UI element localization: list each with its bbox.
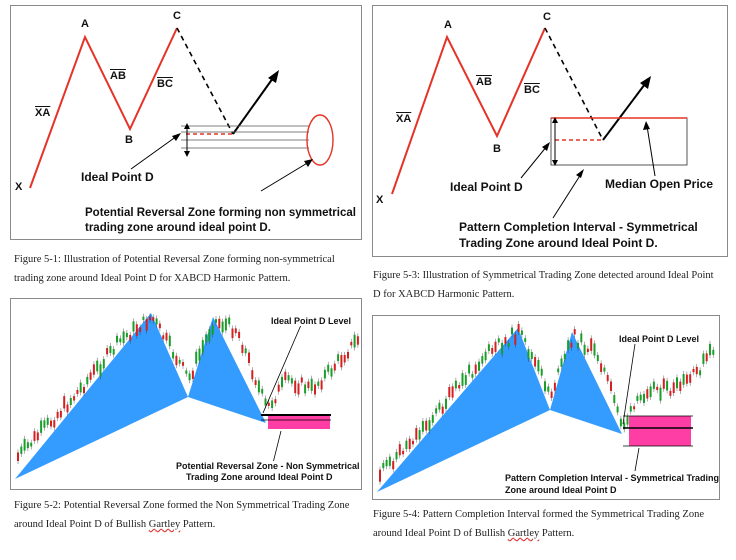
candle: [192, 371, 194, 379]
candle: [580, 333, 582, 342]
candle: [60, 411, 62, 418]
candle: [202, 340, 204, 353]
candle: [399, 444, 401, 455]
candle: [20, 447, 22, 454]
candle: [324, 370, 326, 379]
candle: [30, 443, 32, 447]
candle: [435, 408, 437, 413]
candle: [357, 336, 359, 344]
cd-projection-dashed: [545, 28, 603, 140]
candle: [215, 319, 217, 323]
candle: [251, 370, 253, 379]
candle: [508, 343, 510, 347]
candle: [617, 406, 619, 412]
label-ab: $\overline{AB}$: [476, 76, 492, 88]
figure-5-3-diagram: [373, 6, 727, 256]
candle: [495, 342, 497, 352]
candle: [511, 328, 513, 335]
candle: [222, 322, 224, 333]
candle: [337, 354, 339, 361]
candle: [468, 365, 470, 374]
harmonic-triangle-xab: [15, 313, 188, 479]
candle: [696, 367, 698, 374]
candle: [281, 377, 283, 387]
harmonic-triangle-bcd: [188, 317, 266, 423]
figure-5-2-caption: [14, 496, 364, 534]
candle: [156, 318, 158, 324]
candle: [693, 369, 695, 372]
candle: [419, 430, 421, 439]
candle: [40, 421, 42, 433]
candle: [225, 319, 227, 331]
candle: [301, 377, 303, 382]
figure-5-1-diagram: [11, 6, 361, 239]
candle: [415, 428, 417, 440]
ideal-point-d-label: Ideal Point D: [81, 170, 154, 184]
annotation-line-2: Trading Zone around Ideal Point D.: [459, 236, 658, 250]
annotation-line-1: Pattern Completion Interval - Symmetrical Trading: [505, 473, 720, 483]
candle: [422, 421, 424, 432]
candle: [268, 403, 270, 406]
symmetrical-zone-box: [551, 118, 687, 165]
candle: [261, 389, 263, 394]
annotation-line-2: Trading Zone around Ideal Point D: [186, 472, 333, 482]
caption-line-2: trading zone around Ideal Point D for XABCD Harmonic Pattern.: [14, 273, 291, 284]
label-bc: $\overline{BC}$: [157, 78, 173, 90]
candle: [570, 343, 572, 348]
candle: [106, 348, 108, 354]
label-c: C: [543, 11, 551, 23]
label-b: B: [125, 134, 133, 146]
label-xa: $\overline{XA}$: [35, 107, 51, 119]
candle: [600, 363, 602, 372]
candle: [669, 391, 671, 396]
candle: [331, 368, 333, 376]
annotation-line-1: Pattern Completion Interval - Symmetrical: [459, 220, 698, 234]
candle: [683, 374, 685, 385]
candle: [478, 362, 480, 371]
caption-line-1: Figure 5-3: Illustration of Symmetrical Trading Zone detected around Ideal Point: [373, 270, 714, 281]
candle: [344, 355, 346, 362]
candle: [37, 432, 39, 440]
candle: [248, 353, 250, 363]
candle: [116, 336, 118, 343]
candle: [389, 457, 391, 466]
candle: [139, 327, 141, 332]
median-pointer: [647, 126, 655, 176]
candle: [504, 337, 506, 344]
zone-pointer: [261, 162, 309, 191]
candle: [53, 420, 55, 427]
candle: [689, 374, 691, 383]
candle: [103, 359, 105, 368]
candle: [462, 373, 464, 386]
caption-line-1: Figure 5-2: Potential Reversal Zone formed the Non Symmetrical Trading Zone: [14, 500, 350, 511]
candle: [547, 387, 549, 392]
candle: [676, 377, 678, 388]
candle: [382, 463, 384, 468]
candle: [162, 335, 164, 339]
candle: [109, 346, 111, 353]
candle: [73, 396, 75, 400]
candle: [412, 441, 414, 444]
candle: [90, 372, 92, 379]
candle: [551, 392, 553, 398]
candle: [452, 386, 454, 397]
candle: [57, 412, 59, 418]
candle: [531, 352, 533, 359]
candle: [445, 399, 447, 409]
candle: [17, 452, 19, 461]
caption-line-2: around Ideal Point D of Bullish Gartley Pattern.: [14, 519, 216, 530]
candle: [159, 324, 161, 329]
candle: [630, 406, 632, 411]
candle: [409, 439, 411, 449]
candle: [627, 416, 629, 424]
candle: [557, 368, 559, 372]
candle: [86, 377, 88, 384]
candle: [100, 364, 102, 376]
candle: [650, 386, 652, 397]
candle: [643, 394, 645, 403]
caption-line-2: around Ideal Point D of Bullish Gartley Pattern.: [373, 528, 575, 539]
zone-pointer: [273, 431, 281, 463]
figure-5-4-caption: [373, 505, 729, 543]
candle: [702, 354, 704, 364]
candle: [123, 331, 125, 343]
candle: [334, 364, 336, 371]
figure-5-4-panel: [372, 315, 720, 500]
candle: [129, 335, 131, 341]
candle: [133, 321, 135, 331]
candle: [620, 419, 622, 427]
figure-5-3-panel: [372, 5, 728, 257]
candle: [564, 354, 566, 359]
ideal-d-pointer: [521, 146, 547, 178]
label-bc: $\overline{BC}$: [524, 84, 540, 96]
candle: [660, 388, 662, 401]
candle: [113, 349, 115, 355]
label-ab: $\overline{AB}$: [110, 70, 126, 82]
candle: [70, 398, 72, 405]
candle: [640, 395, 642, 401]
candle: [554, 383, 556, 391]
candle: [321, 380, 323, 389]
candle: [528, 349, 530, 359]
candle: [93, 364, 95, 374]
candle: [442, 407, 444, 414]
candle: [43, 420, 45, 427]
candle: [271, 400, 273, 408]
harmonic-triangle-xab: [377, 328, 550, 492]
candle: [458, 385, 460, 388]
candle: [166, 333, 168, 341]
candle: [175, 356, 177, 365]
candle: [577, 343, 579, 348]
candle: [636, 396, 638, 401]
candle: [594, 343, 596, 355]
annotation-line-1: Potential Reversal Zone forming non symmetrical: [85, 207, 356, 219]
candle: [314, 384, 316, 394]
ideal-point-d-label: Ideal Point D: [450, 180, 523, 194]
candle: [706, 353, 708, 361]
candle: [709, 344, 711, 355]
candle: [425, 421, 427, 431]
xabcd-pattern-line: [30, 28, 177, 188]
candle: [50, 421, 52, 427]
candle: [481, 356, 483, 363]
candle: [666, 381, 668, 391]
candle: [208, 329, 210, 341]
level-pointer: [263, 325, 301, 413]
candle: [438, 403, 440, 410]
ideal-point-d-level-label: Ideal Point D Level: [271, 316, 352, 326]
candle: [34, 431, 36, 441]
figure-5-1-panel: [10, 5, 362, 240]
candle: [185, 370, 187, 373]
label-a: A: [81, 18, 89, 30]
candle: [169, 336, 171, 347]
candle: [350, 342, 352, 346]
candle: [501, 343, 503, 354]
candle: [288, 375, 290, 380]
candle: [304, 384, 306, 393]
candle: [317, 382, 319, 386]
candle: [597, 355, 599, 361]
reversal-zone-box: [268, 415, 330, 429]
candle: [298, 383, 300, 394]
candle: [491, 348, 493, 354]
candle: [27, 442, 29, 448]
candle: [80, 383, 82, 393]
candle: [146, 319, 148, 330]
candle: [386, 460, 388, 466]
candle: [471, 374, 473, 378]
candle: [235, 328, 237, 333]
candle: [521, 330, 523, 335]
candle: [347, 352, 349, 358]
candle: [379, 470, 381, 482]
candle: [126, 333, 128, 337]
candle: [567, 340, 569, 350]
candle: [465, 375, 467, 385]
candle: [195, 352, 197, 364]
candle: [488, 344, 490, 351]
figure-5-2-panel: [10, 298, 362, 490]
candle: [136, 324, 138, 336]
candle: [498, 338, 500, 342]
candle: [686, 375, 688, 384]
candle: [584, 345, 586, 355]
candle: [448, 387, 450, 397]
candle: [311, 379, 313, 391]
candle: [278, 385, 280, 392]
candle: [284, 372, 286, 380]
candle: [633, 406, 635, 409]
candle: [544, 381, 546, 391]
candle: [699, 370, 701, 375]
candle: [179, 360, 181, 364]
candle: [679, 382, 681, 391]
candle: [291, 378, 293, 383]
candle: [76, 390, 78, 394]
candle: [432, 415, 434, 423]
candle: [587, 349, 589, 352]
candle: [429, 420, 431, 431]
candle: [712, 350, 714, 355]
candle: [613, 395, 615, 403]
annotation-line-2: trading zone around ideal point D.: [85, 222, 271, 234]
candle: [610, 381, 612, 390]
candle: [574, 329, 576, 334]
candle: [537, 360, 539, 371]
label-a: A: [444, 19, 452, 31]
candle: [475, 365, 477, 374]
candle: [653, 382, 655, 389]
candle: [327, 365, 329, 372]
candle: [294, 381, 296, 393]
label-c: C: [173, 10, 181, 22]
candle: [663, 378, 665, 388]
candle: [265, 398, 267, 405]
candle: [307, 382, 309, 389]
ideal-point-d-level-label: Ideal Point D Level: [619, 334, 700, 344]
candle: [603, 368, 605, 372]
ideal-d-pointer: [131, 136, 177, 169]
label-x: X: [15, 181, 23, 193]
candle: [561, 359, 563, 367]
zone-pointer: [553, 174, 581, 218]
candle: [182, 362, 184, 366]
candle: [402, 451, 404, 454]
level-pointer: [623, 344, 635, 424]
label-xa: $\overline{XA}$: [396, 113, 412, 125]
candle: [590, 338, 592, 351]
candle: [142, 317, 144, 320]
candle: [24, 439, 26, 451]
candle: [228, 318, 230, 325]
candle: [340, 355, 342, 367]
candle: [255, 380, 257, 385]
candle: [152, 317, 154, 321]
zone-highlight-ellipse: [307, 115, 333, 165]
candle: [232, 329, 234, 339]
candle: [83, 387, 85, 393]
candle: [274, 399, 276, 403]
candle: [485, 352, 487, 361]
candle: [258, 380, 260, 392]
candle: [541, 369, 543, 376]
candle: [656, 387, 658, 390]
candle: [172, 352, 174, 358]
candle: [63, 396, 65, 408]
candle: [119, 338, 121, 342]
candle: [396, 452, 398, 459]
candle: [392, 461, 394, 469]
figure-5-3-caption: [373, 266, 729, 304]
candle: [245, 348, 247, 353]
symmetrical-zone-box: [629, 416, 691, 446]
candle: [67, 405, 69, 413]
median-open-price-label: Median Open Price: [605, 177, 714, 191]
candle: [96, 361, 98, 372]
candle: [646, 389, 648, 398]
candle: [455, 381, 457, 389]
candle: [189, 373, 191, 380]
annotation-line-2: Zone around Ideal Point D: [505, 485, 617, 495]
candle: [47, 418, 49, 425]
cd-projection-dashed: [177, 28, 233, 134]
caption-line-1: Figure 5-4: Pattern Completion Interval formed the Symmetrical Trading Zone: [373, 509, 704, 520]
candle: [241, 345, 243, 353]
zone-pointer: [635, 448, 639, 471]
candle: [673, 382, 675, 393]
candle: [149, 317, 151, 321]
caption-line-2: D for XABCD Harmonic Pattern.: [373, 289, 515, 300]
annotation-line-1: Potential Reversal Zone - Non Symmetrical: [176, 461, 360, 471]
candle: [212, 325, 214, 334]
label-x: X: [376, 194, 384, 206]
candle: [218, 319, 220, 329]
candle: [534, 357, 536, 366]
candle: [607, 375, 609, 381]
xabcd-pattern-line: [392, 28, 545, 194]
candle: [238, 332, 240, 338]
candle: [524, 338, 526, 342]
figure-5-1-caption: [14, 250, 364, 288]
candle: [205, 334, 207, 342]
reversal-arrow: [603, 84, 645, 140]
candle: [514, 335, 516, 345]
caption-line-1: Figure 5-1: Illustration of Potential Reversal Zone forming non-symmetrical: [14, 254, 335, 265]
label-b: B: [493, 143, 501, 155]
candle: [199, 349, 201, 361]
candle: [354, 335, 356, 348]
candle: [405, 441, 407, 449]
candle: [518, 324, 520, 332]
